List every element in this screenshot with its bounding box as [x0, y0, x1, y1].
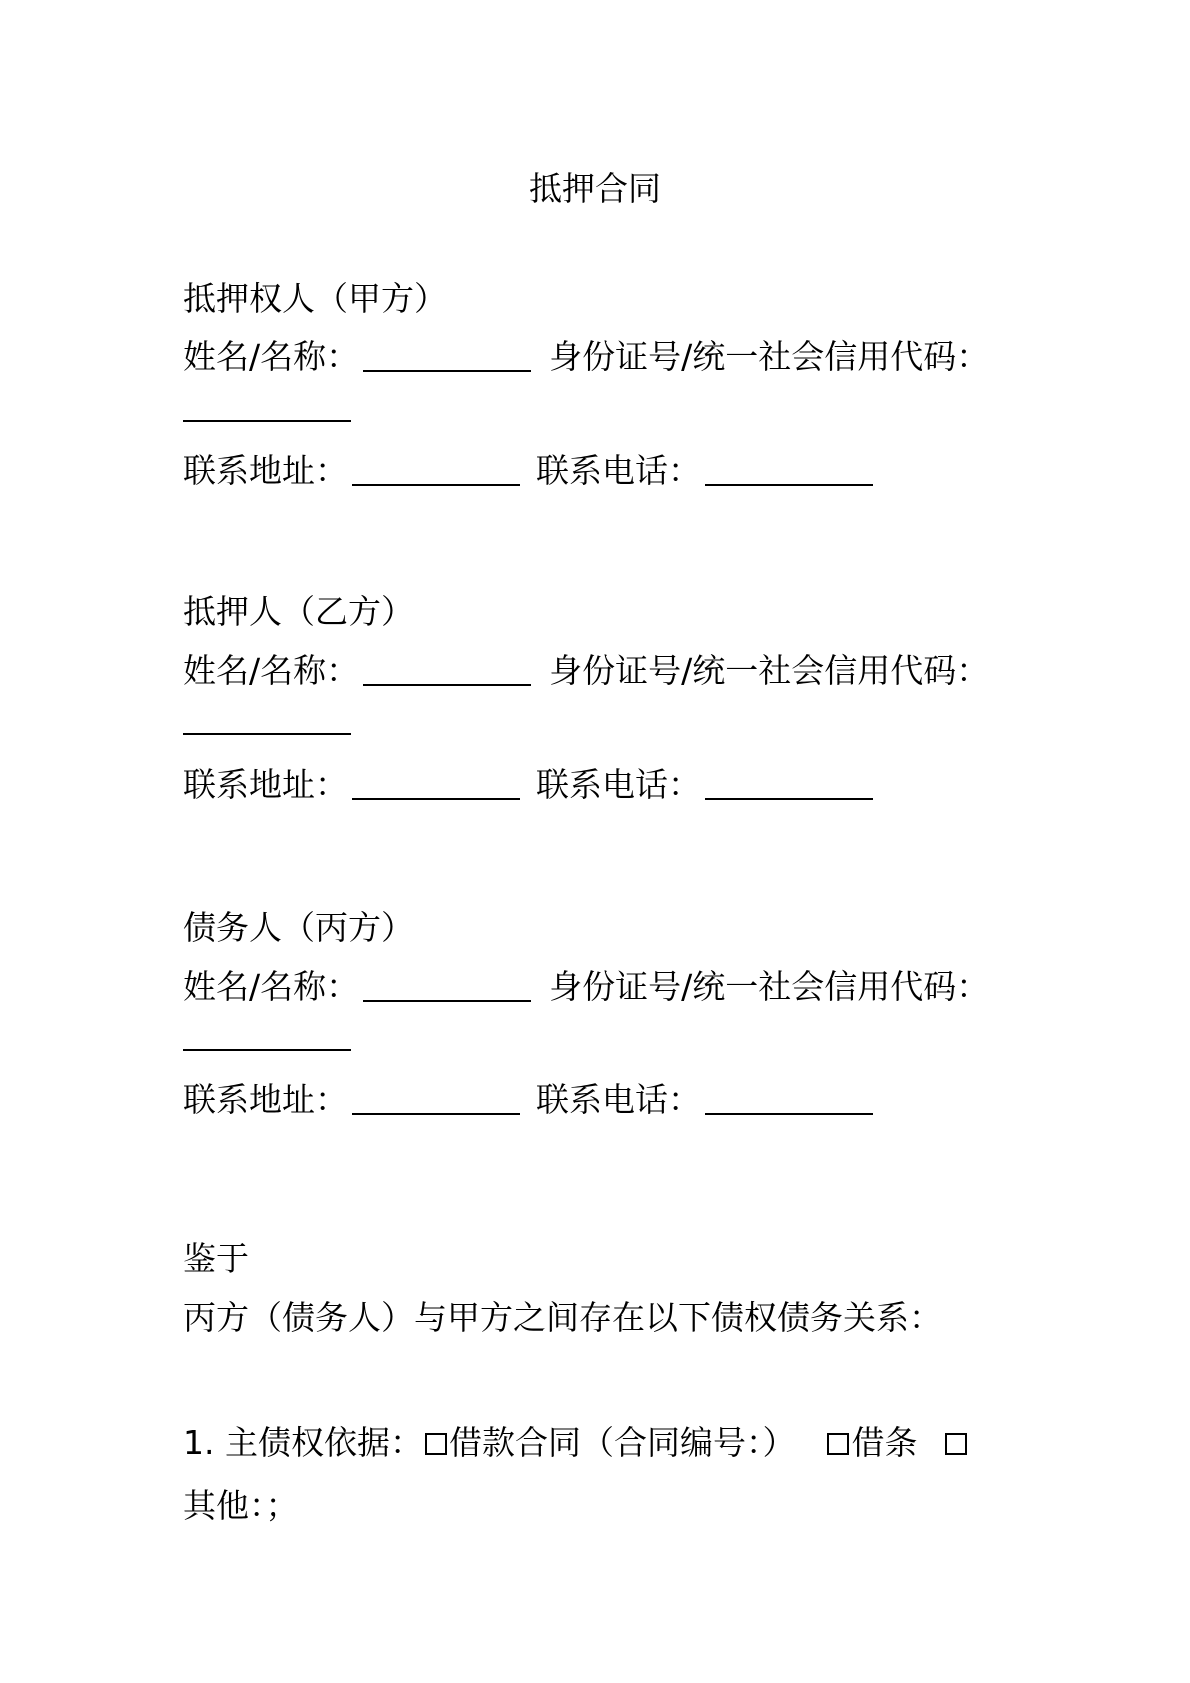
party-b-name-label: 姓名/名称： — [183, 651, 360, 690]
party-b-address-field[interactable] — [352, 768, 520, 800]
party-c-phone-field[interactable] — [705, 1083, 873, 1115]
party-c-address-field[interactable] — [352, 1083, 520, 1115]
party-c-contact-row — [183, 1080, 873, 1120]
party-b-address-label: 联系地址： — [183, 765, 348, 804]
party-c-id-label: 身份证号/统一社会信用代码： — [549, 967, 990, 1006]
party-a-phone-field[interactable] — [705, 454, 873, 486]
party-c-name-label: 姓名/名称： — [183, 967, 360, 1006]
party-a-id-label: 身份证号/统一社会信用代码： — [549, 337, 990, 376]
party-c-phone-label: 联系电话： — [536, 1080, 701, 1119]
party-a-name-label: 姓名/名称： — [183, 337, 360, 376]
party-b-name-field[interactable] — [363, 654, 531, 686]
party-a-id-row — [183, 387, 351, 427]
party-b-id-label: 身份证号/统一社会信用代码： — [549, 651, 990, 690]
party-b-heading: 抵押人（乙方） — [183, 592, 414, 631]
party-a-address-field[interactable] — [352, 454, 520, 486]
document-title: 抵押合同 — [529, 169, 661, 208]
party-c-heading: 债务人（丙方） — [183, 908, 414, 947]
iou-checkbox[interactable] — [827, 1433, 849, 1455]
party-a-contact-row — [183, 451, 873, 491]
party-a-address-label: 联系地址： — [183, 451, 348, 490]
party-c-id-field[interactable] — [183, 1019, 351, 1051]
whereas-heading: 鉴于 — [183, 1239, 249, 1278]
iou-option: 借条 — [851, 1423, 918, 1462]
party-a-name-row — [183, 337, 989, 377]
party-b-contact-row — [183, 765, 873, 805]
party-b-id-field[interactable] — [183, 703, 351, 735]
party-b-phone-label: 联系电话： — [536, 765, 701, 804]
party-a-id-field[interactable] — [183, 390, 351, 422]
party-c-address-label: 联系地址： — [183, 1080, 348, 1119]
clause-1-other-row: 其他：； — [183, 1486, 299, 1525]
clause-1-prefix: 1. 主债权依据： — [183, 1423, 423, 1462]
other-checkbox[interactable] — [945, 1433, 967, 1455]
party-b-name-row — [183, 651, 989, 691]
party-a-name-field[interactable] — [363, 340, 531, 372]
party-c-id-row — [183, 1016, 351, 1056]
party-c-name-field[interactable] — [363, 970, 531, 1002]
party-b-id-row — [183, 700, 351, 740]
party-a-heading: 抵押权人（甲方） — [183, 279, 447, 318]
party-a-phone-label: 联系电话： — [536, 451, 701, 490]
party-b-phone-field[interactable] — [705, 768, 873, 800]
loan-contract-checkbox[interactable] — [425, 1433, 447, 1455]
recital-text: 丙方（债务人）与甲方之间存在以下债权债务关系： — [183, 1298, 942, 1337]
clause-1-row — [183, 1423, 969, 1463]
party-c-name-row — [183, 967, 989, 1007]
loan-contract-option: 借款合同（合同编号：） — [448, 1423, 796, 1462]
